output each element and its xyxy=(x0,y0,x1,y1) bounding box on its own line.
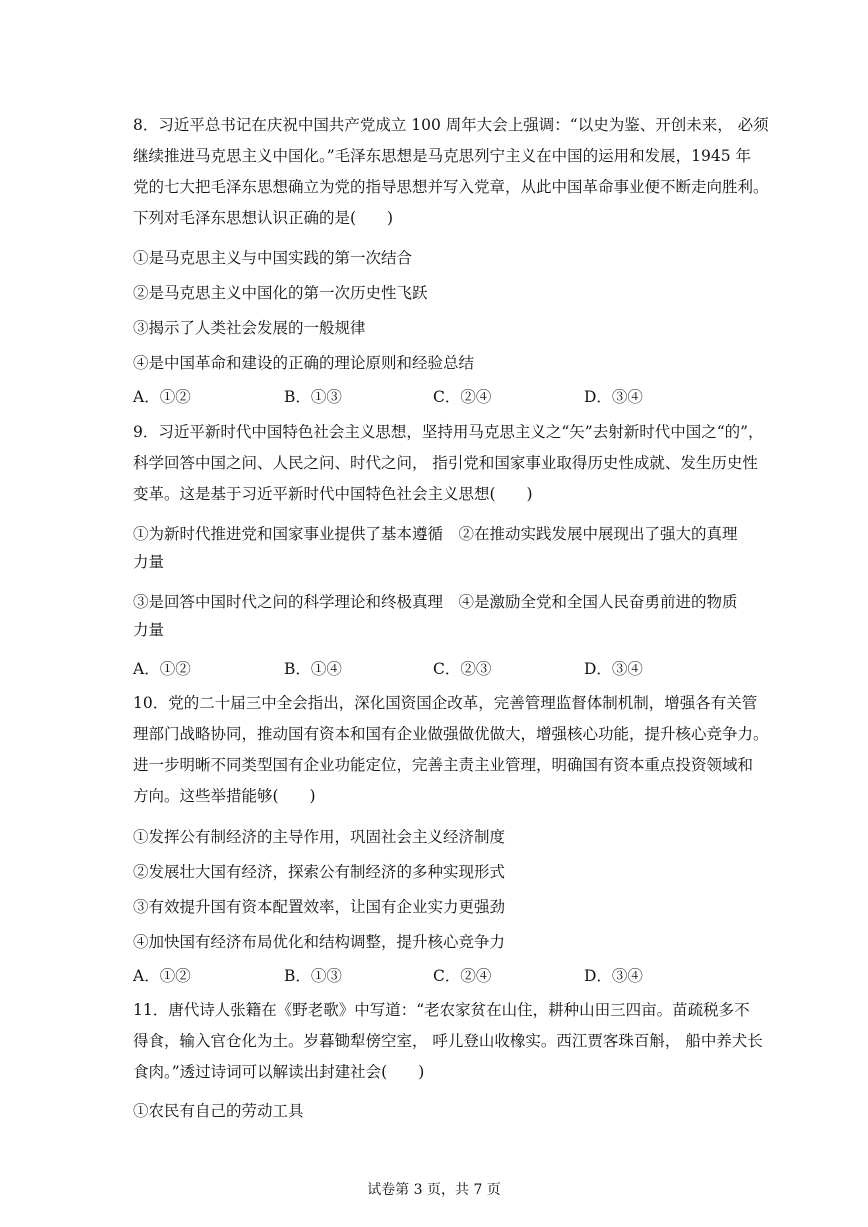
choice-d: D．③④ xyxy=(584,388,643,406)
choice-b: B．①③ xyxy=(284,967,342,985)
answer-choices xyxy=(133,966,773,986)
option-continuation: 力量 xyxy=(133,553,165,571)
option-2: ②发展壮大国有经济，探索公有制经济的多种实现形式 xyxy=(133,863,506,881)
option-4: ④是中国革命和建设的正确的理论原则和经验总结 xyxy=(133,354,475,372)
option-2: ②是马克思主义中国化的第一次历史性飞跃 xyxy=(133,284,428,302)
question-stem-line: 继续推进马克思主义中国化。”毛泽东思想是马克思列宁主义在中国的运用和发展，1945 年 xyxy=(133,147,752,165)
choice-a: A．①② xyxy=(133,967,191,985)
question-stem-line: 理部门战略协同，推动国有资本和国有企业做强做优做大，增强核心功能，提升核心竞争力。 xyxy=(133,725,769,743)
answer-choices xyxy=(133,659,773,679)
question-stem-line: 科学回答中国之问、人民之问、时代之问， 指引党和国家事业取得历史性成就、发生历史性 xyxy=(133,454,758,472)
question-stem-line: 党的七大把毛泽东思想确立为党的指导思想并写入党章，从此中国革命事业便不断走向胜利。 xyxy=(133,178,769,196)
choice-a: A．①② xyxy=(133,660,191,678)
question-stem-line: 11．唐代诗人张籍在《野老歌》中写道：“老农家贫在山住，耕种山田三四亩。苗疏税多不 xyxy=(133,1001,750,1019)
choice-c: C．②④ xyxy=(433,388,492,406)
option-3-4: ③是回答中国时代之问的科学理论和终极真理 ④是激励全党和全国人民奋勇前进的物质 xyxy=(133,593,738,611)
option-3: ③有效提升国有资本配置效率，让国有企业实力更强劲 xyxy=(133,898,506,916)
option-1: ①农民有自己的劳动工具 xyxy=(133,1102,304,1120)
choice-a: A．①② xyxy=(133,388,191,406)
option-1-2: ①为新时代推进党和国家事业提供了基本遵循 ②在推动实践发展中展现出了强大的真理 xyxy=(133,525,738,543)
choice-b: B．①④ xyxy=(284,660,342,678)
option-3: ③揭示了人类社会发展的一般规律 xyxy=(133,319,366,337)
choice-c: C．②③ xyxy=(433,660,492,678)
question-stem-line: 8．习近平总书记在庆祝中国共产党成立 100 周年大会上强调：“以史为鉴、开创未来， 必须 xyxy=(133,116,769,134)
question-stem-line: 得食，输入官仓化为土。岁暮锄犁傍空室， 呼儿登山收橡实。西江贾客珠百斛， 船中养犬长 xyxy=(133,1032,763,1050)
option-1: ①发挥公有制经济的主导作用，巩固社会主义经济制度 xyxy=(133,828,506,846)
option-continuation: 力量 xyxy=(133,621,165,639)
choice-c: C．②④ xyxy=(433,967,492,985)
choice-b: B．①③ xyxy=(284,388,342,406)
page-footer: 试卷第 3 页，共 7 页 xyxy=(367,1182,501,1198)
answer-choices xyxy=(133,387,773,407)
question-stem-line: 进一步明晰不同类型国有企业功能定位，完善主责主业管理，明确国有资本重点投资领域和 xyxy=(133,756,754,774)
question-stem-line: 10．党的二十届三中全会指出，深化国资国企改革，完善管理监督体制机制，增强各有关管 xyxy=(133,694,758,712)
option-4: ④加快国有经济布局优化和结构调整，提升核心竞争力 xyxy=(133,933,506,951)
choice-d: D．③④ xyxy=(584,967,643,985)
question-stem-line: 变革。这是基于习近平新时代中国特色社会主义思想( ) xyxy=(133,485,533,503)
choice-d: D．③④ xyxy=(584,660,643,678)
question-stem-line: 下列对毛泽东思想认识正确的是( ) xyxy=(133,209,394,227)
question-stem-line: 食肉。”透过诗词可以解读出封建社会( ) xyxy=(133,1063,425,1081)
question-stem-line: 9．习近平新时代中国特色社会主义思想，坚持用马克思主义之“矢”去射新时代中国之“的”， xyxy=(133,423,764,441)
question-stem-line: 方向。这些举措能够( ) xyxy=(133,787,316,805)
option-1: ①是马克思主义与中国实践的第一次结合 xyxy=(133,249,413,267)
